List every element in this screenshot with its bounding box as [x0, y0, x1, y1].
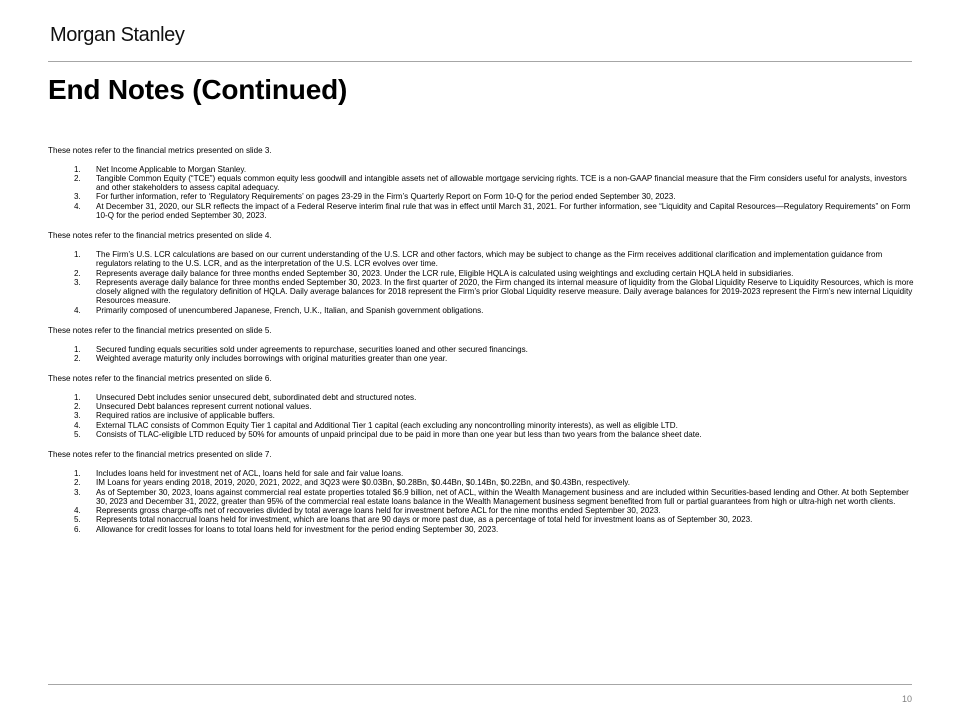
- notes-list: [48, 165, 914, 221]
- note-text: Represents average daily balance for three months ended September 30, 2023. Under the LCR rule, Eligible HQLA is calculated using weightings and excluding certain HQLA held in subsidiaries.: [96, 268, 794, 278]
- note-text: Required ratios are inclusive of applicable buffers.: [96, 411, 275, 421]
- note-number: 5.: [74, 515, 81, 525]
- note-number: 2.: [74, 478, 81, 488]
- list-item: [48, 250, 914, 269]
- note-number: 2.: [74, 402, 81, 412]
- note-text: Primarily composed of unencumbered Japanese, French, U.K., Italian, and Spanish government obligations.: [96, 305, 484, 315]
- note-text: Allowance for credit losses for loans to total loans held for investment for the period ending September 30, 2023.: [96, 524, 499, 534]
- list-item: [48, 174, 914, 193]
- notes-section: [48, 450, 914, 534]
- note-text: Tangible Common Equity (“TCE”) equals common equity less goodwill and intangible assets net of allowable mortgage servicing rights. TCE is a non-GAAP financial measure that the Firm considers useful for analysts, investors and other stakeholders to assess capital adequacy.: [96, 173, 907, 193]
- note-number: 2.: [74, 353, 81, 363]
- notes-list: [48, 250, 914, 315]
- note-number: 3.: [74, 487, 81, 497]
- list-item: [48, 202, 914, 221]
- list-item: [48, 393, 914, 402]
- note-text: Represents total nonaccrual loans held for investment, which are loans that are 90 days or more past due, as a percentage of total held for investment loans as of September 30, 2023.: [96, 515, 753, 525]
- note-number: 4.: [74, 420, 81, 430]
- footer-divider: [48, 684, 912, 685]
- list-item: [48, 506, 914, 515]
- list-item: [48, 354, 914, 363]
- list-item: [48, 488, 914, 507]
- note-number: 3.: [74, 411, 81, 421]
- section-intro: These notes refer to the financial metrics presented on slide 5.: [48, 326, 272, 336]
- note-text: The Firm’s U.S. LCR calculations are based on our current understanding of the U.S. LCR and other factors, which may be subject to change as the Firm receives additional clarification and implementation guidance from regulators relating to the U.S. LCR, and as the interpretation of the U.S. LCR evolves over time.: [96, 249, 883, 269]
- section-intro: These notes refer to the financial metrics presented on slide 4.: [48, 231, 272, 241]
- note-number: 4.: [74, 201, 81, 211]
- list-item: [48, 402, 914, 411]
- note-number: 3.: [74, 277, 81, 287]
- note-text: Consists of TLAC-eligible LTD reduced by 50% for amounts of unpaid principal due to be paid in more than one year but less than two years from the balance sheet date.: [96, 430, 702, 440]
- note-text: As of September 30, 2023, loans against commercial real estate properties totaled $6.9 billion, net of ACL, within the Wealth Management business and are included within Securities-based lending and Other. At both September 30, 2023 and December 31, 2022, greater than 95% of the commercial real estate loans balance in the Wealth Management business segment benefited from full or partial guarantees from high or ultra-high net worth clients.: [96, 487, 909, 506]
- note-text: For further information, refer to ‘Regulatory Requirements’ on pages 23-29 in the Firm’s Quarterly Report on Form 10-Q for the period ended September 30, 2023.: [96, 192, 676, 202]
- list-item: [48, 515, 914, 524]
- notes-list: [48, 345, 914, 364]
- note-number: 1.: [74, 468, 81, 478]
- list-item: [48, 421, 914, 430]
- list-item: [48, 469, 914, 478]
- note-number: 4.: [74, 506, 81, 516]
- note-text: Unsecured Debt includes senior unsecured debt, subordinated debt and structured notes.: [96, 392, 417, 402]
- note-number: 2.: [74, 268, 81, 278]
- morgan-stanley-logo: Morgan Stanley: [50, 24, 185, 46]
- list-item: [48, 345, 914, 354]
- note-text: Includes loans held for investment net of ACL, loans held for sale and fair value loans.: [96, 468, 404, 478]
- note-text: IM Loans for years ending 2018, 2019, 2020, 2021, 2022, and 3Q23 were $0.03Bn, $0.28Bn, $0.44Bn, $0.14Bn, $0.22Bn, and $0.43Bn, respectively.: [96, 478, 630, 488]
- note-text: Weighted average maturity only includes borrowings with original maturities greater than one year.: [96, 353, 448, 363]
- notes-section: [48, 231, 914, 315]
- list-item: [48, 430, 914, 439]
- notes-section: [48, 326, 914, 363]
- note-text: Unsecured Debt balances represent current notional values.: [96, 402, 312, 412]
- notes-section: [48, 146, 914, 220]
- list-item: [48, 269, 914, 278]
- note-number: 1.: [74, 344, 81, 354]
- notes-list: [48, 393, 914, 439]
- list-item: [48, 525, 914, 534]
- note-text: Represents gross charge-offs net of recoveries divided by total average loans held for investment before ACL for the nine months ended September 30, 2023.: [96, 506, 661, 516]
- notes-list: [48, 469, 914, 534]
- note-text: At December 31, 2020, our SLR reflects the impact of a Federal Reserve interim final rule that was in effect until March 31, 2021. For further information, see “Liquidity and Capital Resources—Regulatory Requirements” on Form 10-Q for the period ended September 30, 2023.: [96, 201, 911, 221]
- list-item: [48, 192, 914, 201]
- page-number: 10: [901, 694, 912, 704]
- note-number: 6.: [74, 524, 81, 534]
- end-notes-content: [48, 146, 914, 545]
- header-divider: [48, 61, 912, 62]
- note-number: 1.: [74, 249, 81, 259]
- note-text: External TLAC consists of Common Equity Tier 1 capital and Additional Tier 1 capital (each excluding any noncontrolling minority interests), as well as eligible LTD.: [96, 420, 678, 430]
- note-number: 5.: [74, 430, 81, 440]
- list-item: [48, 478, 914, 487]
- section-intro: These notes refer to the financial metrics presented on slide 7.: [48, 450, 272, 460]
- page-title: End Notes (Continued): [48, 74, 348, 105]
- note-number: 1.: [74, 392, 81, 402]
- note-number: 4.: [74, 305, 81, 315]
- list-item: [48, 306, 914, 315]
- notes-section: [48, 374, 914, 439]
- note-number: 3.: [74, 192, 81, 202]
- section-intro: These notes refer to the financial metrics presented on slide 6.: [48, 374, 272, 384]
- list-item: [48, 278, 914, 306]
- note-text: Represents average daily balance for three months ended September 30, 2023. In the first quarter of 2020, the Firm changed its internal measure of liquidity from the Global Liquidity Reserve to Liquidity Resources, which is more closely aligned with the regulatory definition of HQLA. Daily average balances for 2018 represent the Firm’s prior Global Liquidity reserve measure. Daily average balances for 2019-2023 represent the Firm’s new internal Liquidity Resources measure.: [96, 277, 914, 306]
- note-text: Net Income Applicable to Morgan Stanley.: [96, 164, 247, 174]
- section-intro: These notes refer to the financial metrics presented on slide 3.: [48, 146, 272, 155]
- list-item: [48, 411, 914, 420]
- note-text: Secured funding equals securities sold under agreements to repurchase, securities loaned and other secured financings.: [96, 344, 528, 354]
- note-number: 2.: [74, 173, 81, 183]
- note-number: 1.: [74, 164, 81, 174]
- list-item: [48, 165, 914, 174]
